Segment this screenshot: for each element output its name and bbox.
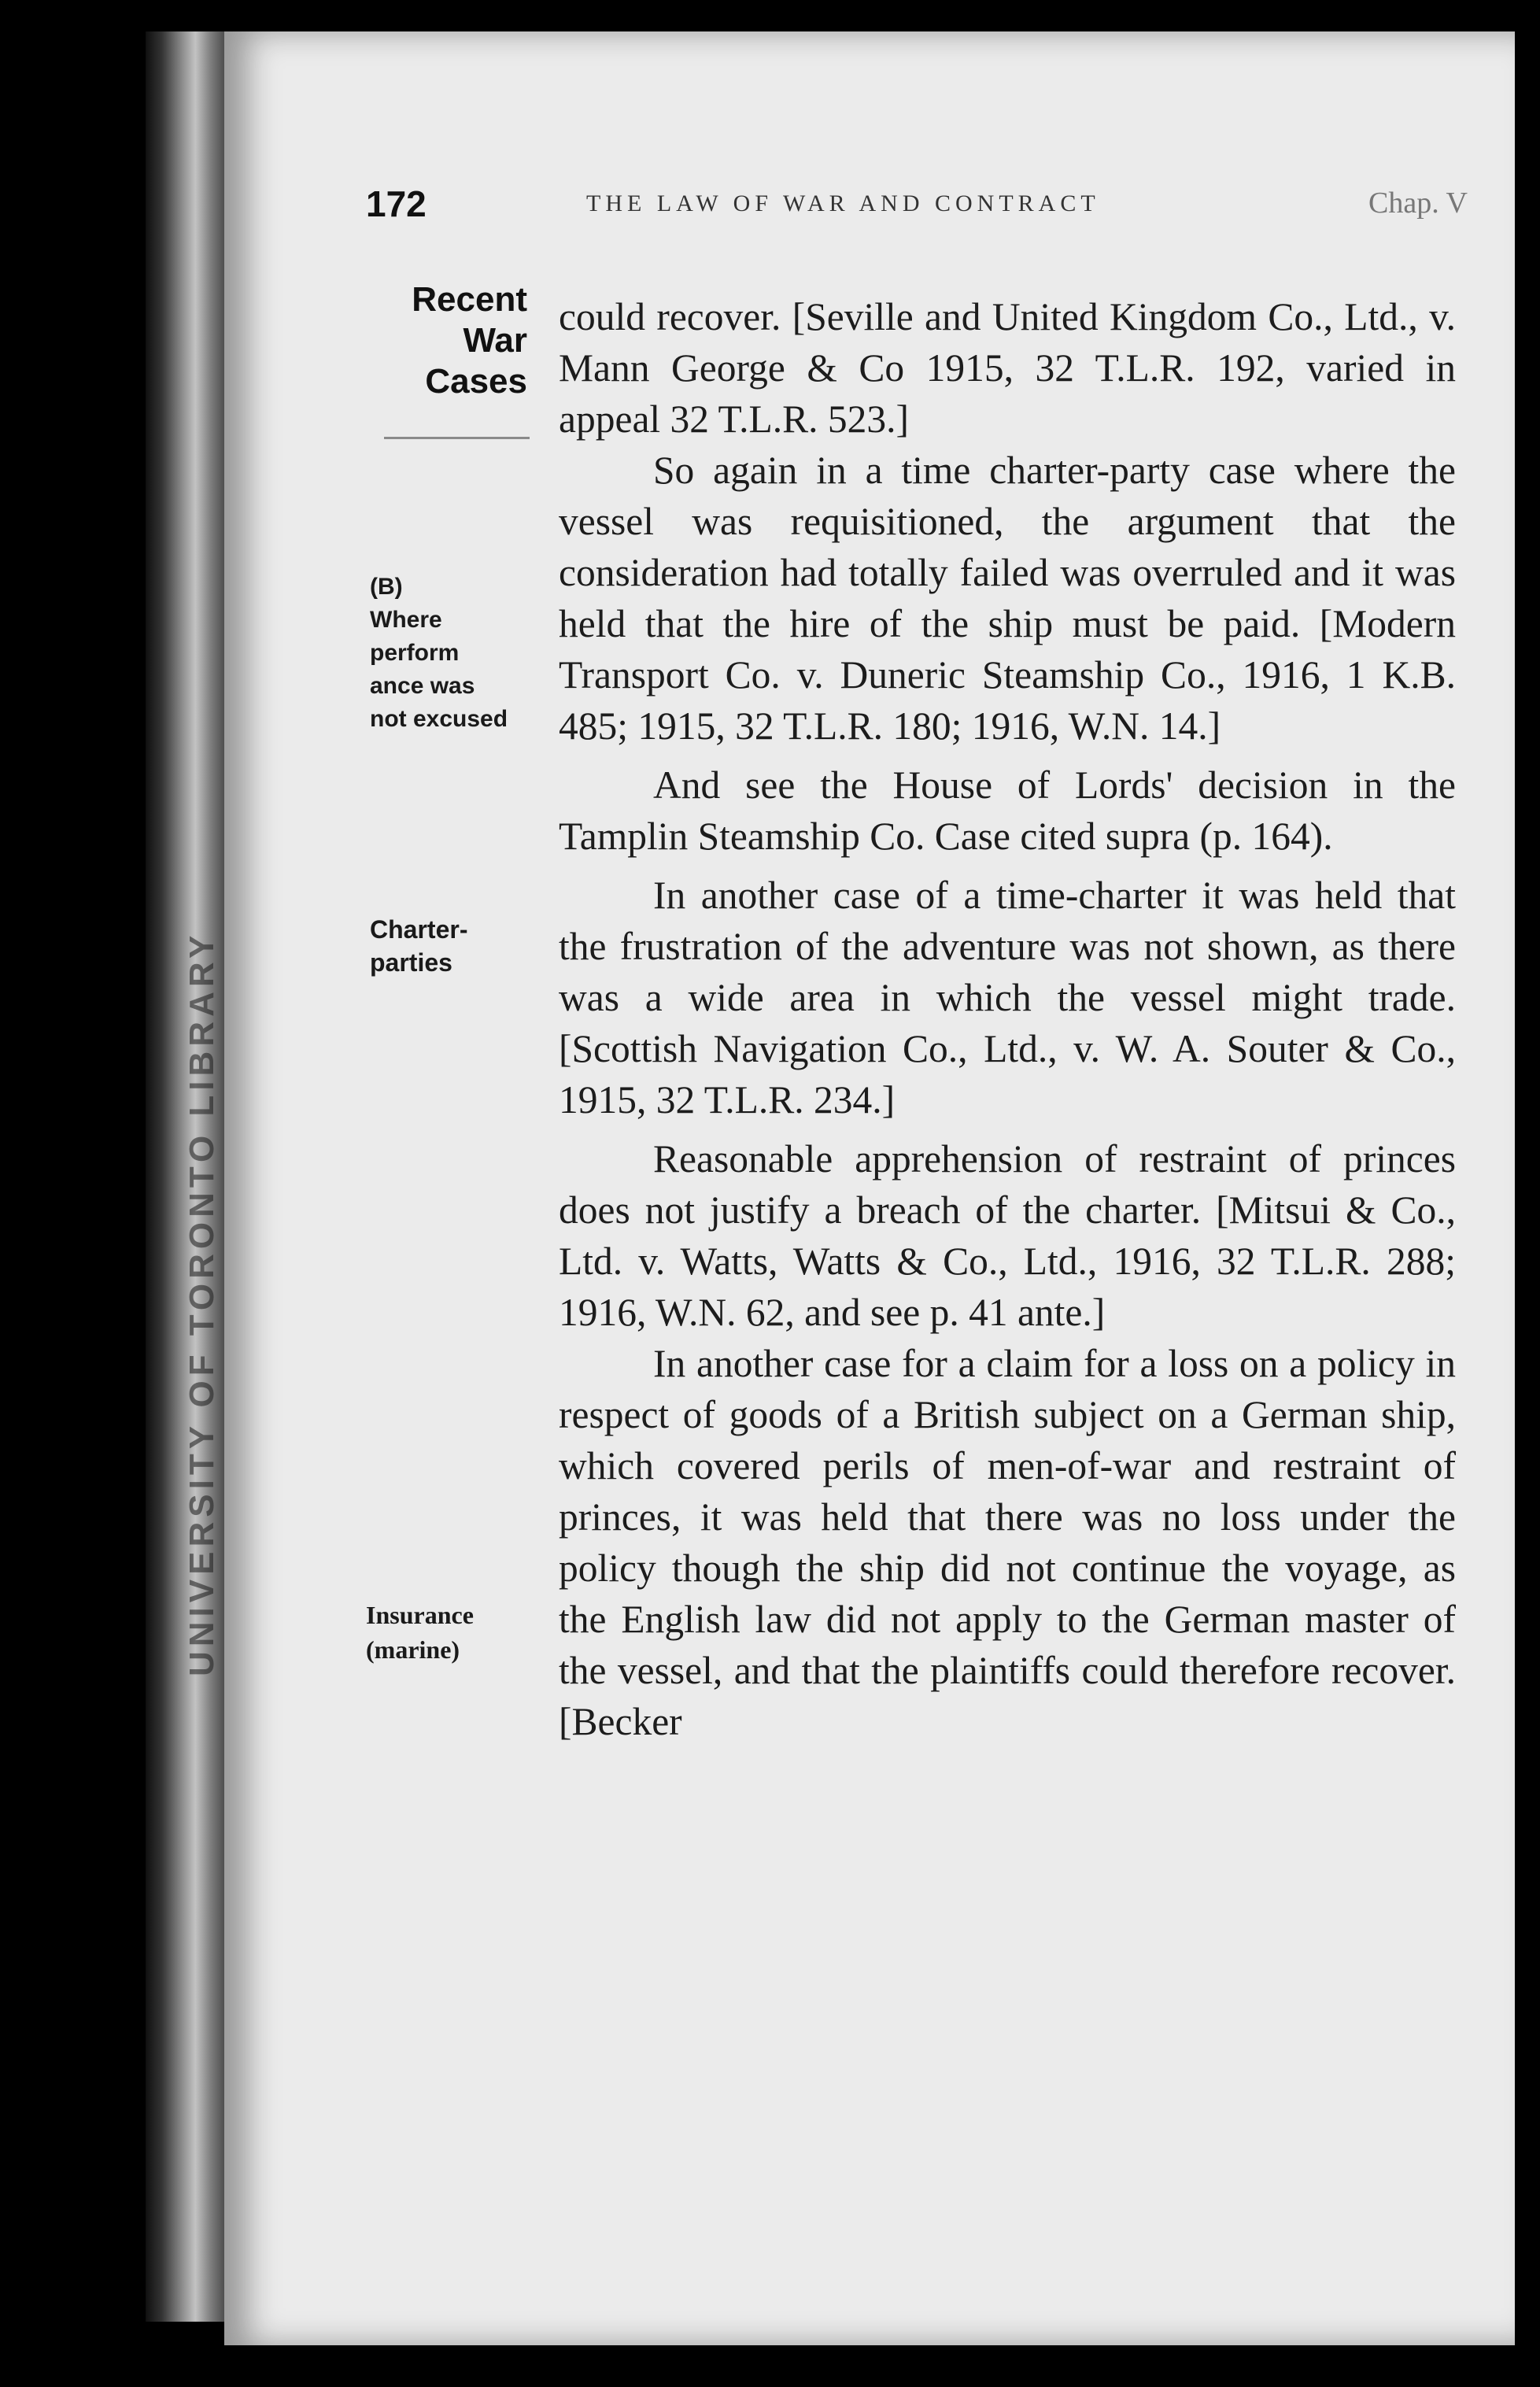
margin-note-line: (marine): [366, 1635, 460, 1664]
margin-note-line: Charter-: [370, 915, 468, 944]
library-spine-stamp: UNIVERSITY OF TORONTO LIBRARY: [183, 930, 221, 1676]
paragraph: So again in a time charter-party case where the vessel was requisitioned, the argument that the consideration had totally failed was overruled and it was held that the hire of the ship must be paid. [Modern Transport Co. v. Duneric Steamship Co., 1916, 1 K.B. 485; 1915, 32 T.L.R. 180; 1916, W.N. 14.]: [559, 449, 1456, 748]
margin-divider: [384, 437, 530, 439]
chapter-label: Chap. V: [1368, 187, 1468, 220]
margin-note-line: (B): [370, 574, 403, 600]
margin-note-line: not excused: [370, 706, 508, 732]
margin-note-line: War: [463, 321, 527, 360]
margin-note-line: ance was: [370, 673, 475, 699]
margin-note-recent-war-cases: [378, 279, 527, 402]
margin-note-line: Cases: [425, 362, 527, 401]
paragraph: In another case of a time-charter it was held that the frustration of the adventure was not shown, as there was a wide area in which the vessel might trade. [Scottish Navigation Co., Ltd., v. W. A. Souter & Co., 1915, 32 T.L.R. 234.]: [559, 874, 1456, 1121]
margin-note-charter-parties: [370, 913, 527, 979]
margin-note-line: perform: [370, 640, 460, 666]
page-number: 172: [366, 183, 427, 224]
margin-note-section-b: [370, 571, 551, 736]
margin-note-line: Insurance: [366, 1601, 474, 1629]
running-title: THE LAW OF WAR AND CONTRACT: [586, 190, 1100, 216]
running-head: [366, 183, 1483, 238]
paragraph: In another case for a claim for a loss on a policy in respect of goods of a British subject on a German ship, which covered perils of men-of-war and restraint of princes, it was held that there was no loss under the policy though the ship did not continue the voyage, as the English law did not apply to the German master of the vessel, and that the plaintiffs could therefore recover. [Becker: [559, 1342, 1456, 1743]
paragraph: And see the House of Lords' decision in the Tamplin Steamship Co. Case cited supra (p. 164).: [559, 763, 1456, 858]
margin-note-line: Where: [370, 607, 442, 633]
margin-note-line: parties: [370, 948, 452, 977]
body-text: [559, 291, 1456, 1747]
margin-note-insurance: [366, 1598, 531, 1667]
paragraph: Reasonable apprehension of restraint of princes does not justify a breach of the charter. [Mitsui & Co., Ltd. v. Watts, Watts & Co., Ltd., 1916, 32 T.L.R. 288; 1916, W.N. 62, and see p. 41 ante.]: [559, 1137, 1456, 1334]
paragraph: could recover. [Seville and United Kingdom Co., Ltd., v. Mann George & Co 1915, 32 T.L.R. 192, varied in appeal 32 T.L.R. 523.]: [559, 295, 1456, 441]
margin-note-line: Recent: [412, 280, 527, 319]
